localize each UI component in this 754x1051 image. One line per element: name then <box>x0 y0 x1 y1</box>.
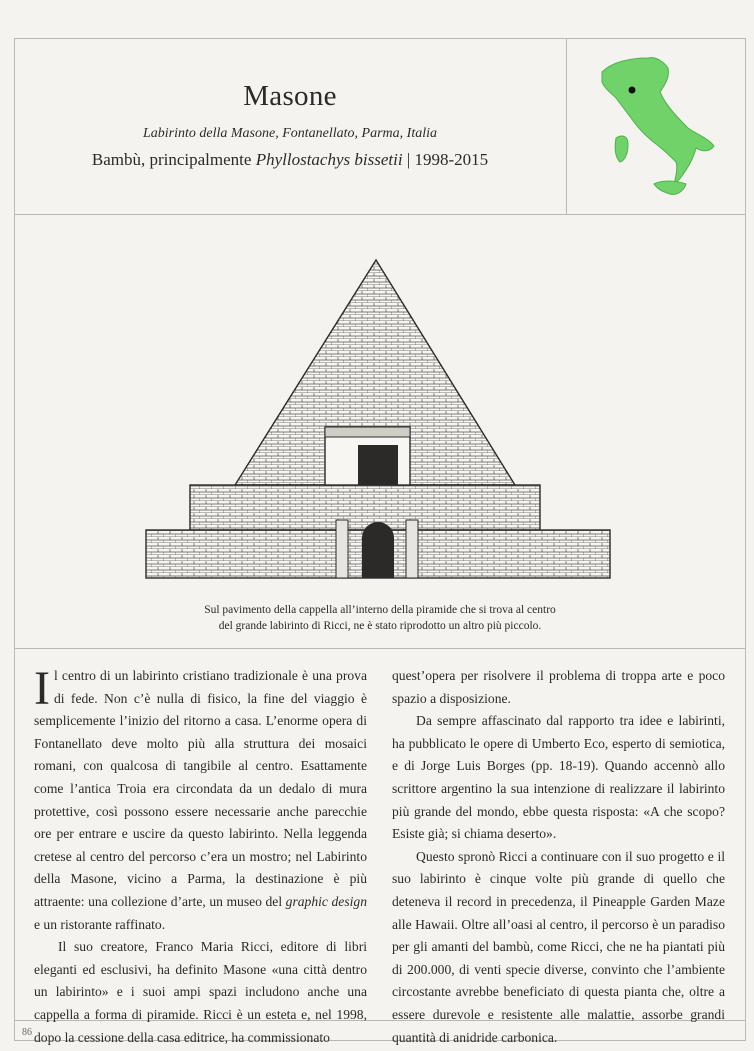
upper-portal-opening <box>358 445 398 485</box>
sardinia <box>615 136 628 162</box>
italy-mainland <box>602 58 714 184</box>
text-column-left <box>34 662 367 1049</box>
location-dot <box>629 87 636 94</box>
separator: | <box>406 150 411 169</box>
paragraph: quest’opera per risolvere il problema di troppa arte e poco spazio a disposizione. <box>392 668 725 706</box>
caption-line-1: Sul pavimento della cappella all’interno della piramide che si trova al centro <box>204 604 556 616</box>
paragraph: Il centro di un labirinto cristiano tradizionale è una prova di fede. Non c’è nulla di fisico, la fine del viaggio è semplicemente l’inizio del ritorno a casa. L’enorme opera di Fontanellato deve molto più alla struttura dei mosaici romani, con qualcosa di tangibile al centro. Esattamente come l’antica Troia era circondata da un dedalo di mura protettive, così possono essere necessarie anche parecchie ore per entrare e uscire da questo labirinto. Nella leggenda cretese al centro del percorso c’era un mostro; nel Labirinto della Masone, vicino a Parma, la destinazione è più attraente: una collezione d’arte, un museo del graphic design e un ristorante raffinato. <box>34 662 367 932</box>
caption-line-2: del grande labirinto di Ricci, ne è stato riprodotto un altro più piccolo. <box>218 620 542 632</box>
sicily <box>654 181 686 194</box>
paragraph: Il suo creatore, Franco Maria Ricci, editore di libri eleganti ed esclusivi, ha definito Masone «una città dentro un labirinto» e i suoi ampi spazi includono anche una cappella a forma di piramide. Ricci è un esteta e, nel 1998, dopo la cessione della casa editrice, ha commissionato <box>34 939 367 1045</box>
header-divider <box>14 214 746 215</box>
drop-cap: I <box>34 662 50 715</box>
page-title: Masone <box>243 80 337 112</box>
location-subtitle: Labirinto della Masone, Fontanellato, Parma, Italia <box>143 126 437 141</box>
upper-terrace <box>190 485 540 530</box>
years: 1998-2015 <box>414 150 489 169</box>
upper-portal-lintel <box>325 427 410 437</box>
paragraph: Da sempre affascinato dal rapporto tra idee e labirinti, ha pubblicato le opere di Umberto Eco, esperto di semiotica, e di Jorge Luis Borges (pp. 18-19). Quando accennò allo scrittore argentino la sua intenzione di realizzare il labirinto più grande del mondo, ebbe questa risposta: «A che scopo? Esiste già; si chiama deserto». <box>392 713 725 842</box>
italy-map <box>590 52 730 202</box>
text-column-right <box>392 665 725 1049</box>
map-divider <box>566 38 567 214</box>
material-years-line <box>40 150 540 170</box>
material-text: Bambù, principalmente <box>91 150 256 169</box>
figure-divider <box>14 648 746 649</box>
paragraph: Questo spronò Ricci a continuare con il suo progetto e il suo labirinto è cinque volte più grande di quello che deteneva il record in precedenza, il Pineapple Garden Maze alle Hawaii. Oltre all’oasi al centro, il percorso è un paradiso per gli amanti del bambù, come Ricci, che ne ha piantati più di 200.000, di venti specie diverse, convinto che l’ambiente circostante avrebbe beneficiato di questa pianta che, oltre a essere durevole e resistente alle malattie, assorbe grandi quantità di anidride carbonica. <box>392 848 725 1045</box>
right-pilaster <box>406 520 418 578</box>
figure-caption <box>150 602 610 634</box>
left-pilaster <box>336 520 348 578</box>
page-number: 86 <box>22 1027 32 1038</box>
pyramid-chapel-illustration <box>140 255 616 585</box>
arched-door <box>362 522 394 578</box>
species-name: Phyllostachys bissetii <box>255 150 403 169</box>
